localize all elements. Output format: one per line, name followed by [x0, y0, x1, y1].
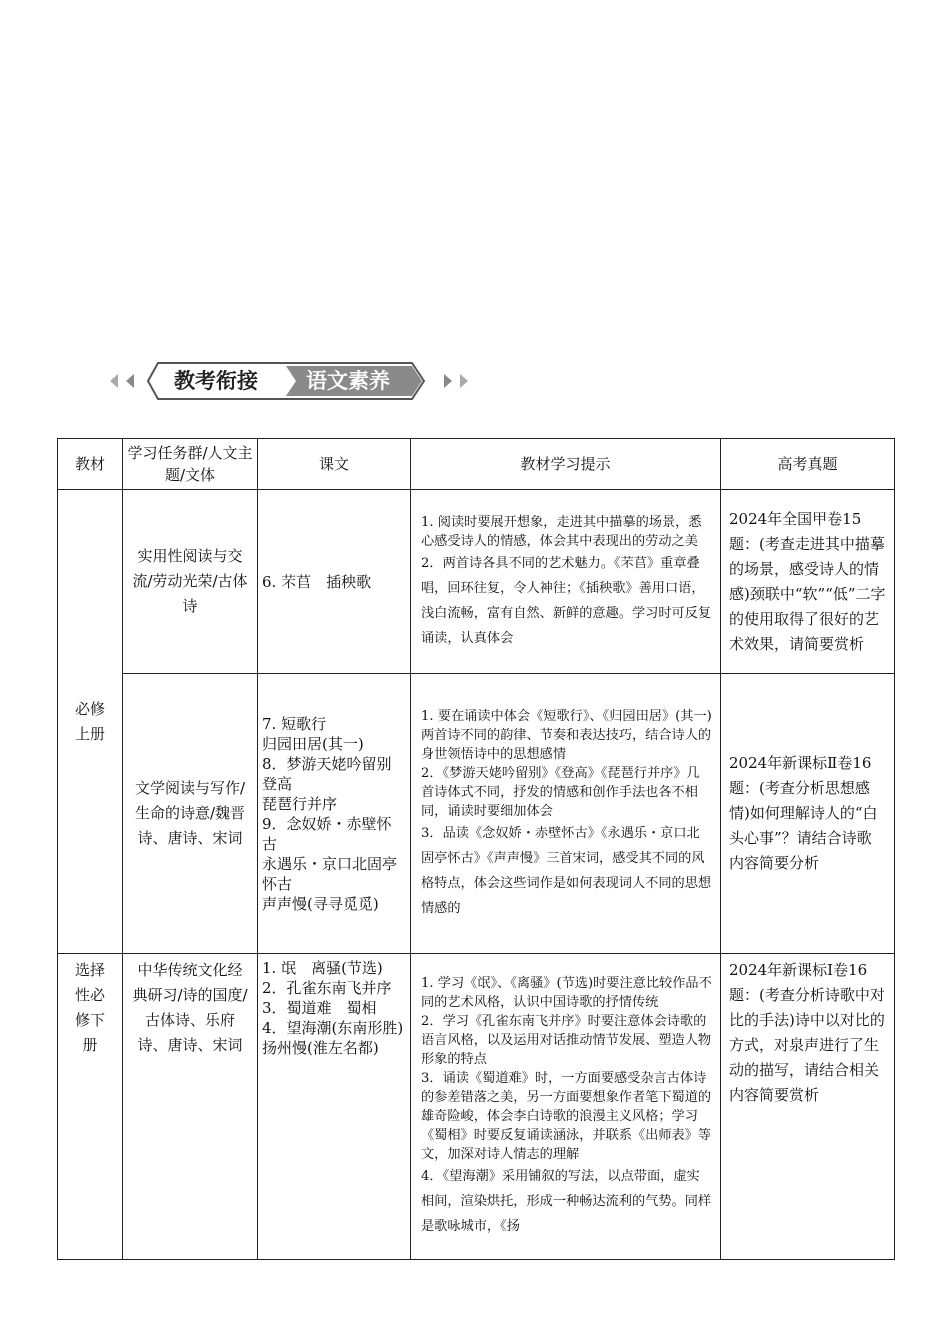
task-cell	[123, 490, 258, 674]
task-label: 中华传统文化经典研习/诗的国度/古体诗、乐府诗、唐诗、宋词	[132, 961, 248, 1054]
task-cell	[123, 674, 258, 954]
header-task-group: 学习任务群/人文主题/文体	[123, 439, 258, 490]
lesson-item: 8．梦游天姥吟留别	[262, 754, 392, 773]
hint-item: 3．品读《念奴娇・赤壁怀古》《永遇乐・京口北固亭怀古》《声声慢》三首宋词，感受其不同的风格特点，体会这些词作是如何表现词人不同的思想情感的	[421, 825, 712, 916]
lesson-item: 4．望海潮(东南形胜) 扬州慢(淮左名都)	[262, 1019, 419, 1057]
task-cell	[123, 954, 258, 1260]
hint-item: 2．两首诗各具不同的艺术魅力。《芣苢》重章叠唱，回环往复，令人神往；《插秧歌》善用口语，浅白流畅，富有自然、新鲜的意趣。学习时可反复诵读，认真体会	[421, 555, 712, 646]
exam-cell	[721, 490, 895, 674]
table-row	[58, 674, 895, 954]
lesson-item: 登高	[262, 774, 293, 793]
table-row	[58, 954, 895, 1260]
hint-item: 2．学习《孔雀东南飞并序》时要注意体会诗歌的语言风格，以及运用对话推动情节发展、塑造人物形象的特点	[421, 1014, 712, 1067]
lesson-item: 2．孔雀东南飞并序	[262, 979, 392, 997]
lesson-item: 归园田居(其一)	[262, 734, 364, 753]
lesson-cell	[258, 490, 411, 674]
hint-cell	[411, 490, 721, 674]
arrow-right-icon	[444, 374, 452, 388]
lesson-item: 6. 芣苢 插秧歌	[262, 572, 372, 591]
hint-item: 1. 阅读时要展开想象，走进其中描摹的场景，悉心感受诗人的情感，体会其中表现出的劳动之美	[421, 514, 702, 549]
lesson-item: 永遇乐・京口北固亭怀古	[262, 854, 398, 893]
textbook-label: 选择性必修下册	[74, 961, 105, 1054]
header-lesson: 课文	[258, 439, 411, 490]
lesson-item: 9．念奴娇・赤壁怀古	[262, 814, 392, 853]
textbook-cell	[58, 954, 123, 1260]
exam-text: 2024年新课标Ⅱ卷16题：(考查分析思想感情)如何理解诗人的“白头心事”？请结合诗歌内容简要分析	[729, 754, 878, 872]
header-exam: 高考真题	[721, 439, 895, 490]
lesson-item: 7. 短歌行	[262, 714, 327, 733]
arrow-left-icon	[110, 374, 118, 388]
lesson-cell	[258, 954, 419, 1260]
lesson-item: 1. 氓 离骚(节选)	[262, 959, 383, 977]
lesson-item: 声声慢(寻寻觅觅)	[262, 894, 379, 913]
header-textbook: 教材	[58, 439, 123, 490]
hint-item: 1. 要在诵读中体会《短歌行》、《归园田居》(其一)两首诗不同的韵律、节奏和表达技巧，结合诗人的身世领悟诗中的思想感情	[421, 708, 712, 762]
table-header-row	[58, 439, 895, 490]
exam-text: 2024年新课标Ⅰ卷16题：(考查分析诗歌中对比的手法)诗中以对比的方式，对泉声进行了生动的描写，请结合相关内容简要赏析	[729, 961, 885, 1104]
lesson-item: 琵琶行并序	[262, 794, 338, 813]
curriculum-table	[57, 438, 895, 1260]
exam-cell	[721, 954, 895, 1260]
textbook-label: 必修上册	[74, 699, 105, 743]
table-row	[58, 490, 895, 674]
task-label: 文学阅读与写作/生命的诗意/魏晋诗、唐诗、宋词	[134, 779, 246, 847]
header-hints: 教材学习提示	[411, 439, 721, 490]
exam-cell	[721, 674, 895, 954]
hint-item: 2．《梦游天姥吟留别》《登高》《琵琶行并序》几首诗体式不同，抒发的情感和创作手法也各不相同，诵读时要细加体会	[421, 765, 700, 819]
hint-item: 4．《望海潮》采用铺叙的写法，以点带面，虚实相间，渲染烘托，形成一种畅达流利的气势。同样是歌咏城市，《扬	[421, 1169, 712, 1234]
arrow-left-icon	[126, 374, 134, 388]
banner-graphic	[106, 362, 476, 400]
hint-cell	[411, 674, 721, 954]
section-banner	[106, 362, 476, 400]
lesson-cell	[258, 674, 411, 954]
task-label: 实用性阅读与交流/劳动光荣/古体诗	[132, 547, 248, 615]
hint-cell	[411, 954, 721, 1260]
banner-right-label: 语文素养	[306, 369, 390, 393]
banner-left-label: 教考衔接	[174, 369, 258, 393]
arrow-right-icon	[460, 374, 468, 388]
exam-text: 2024年全国甲卷15题：(考查走进其中描摹的场景，感受诗人的情感)颈联中“软”“低”二字的使用取得了很好的艺术效果，请简要赏析	[729, 509, 886, 653]
hint-item: 3．诵读《蜀道难》时，一方面要感受杂言古体诗的参差错落之美，另一方面要想象作者笔下蜀道的雄奇险峻，体会李白诗歌的浪漫主义风格；学习《蜀相》时要反复诵读涵泳，并联系《出师表》等文，加深对诗人情志的理解	[421, 1071, 712, 1162]
lesson-item: 3．蜀道难 蜀相	[262, 999, 377, 1017]
hint-item: 1. 学习《氓》、《离骚》(节选)时要注意比较作品不同的艺术风格，认识中国诗歌的抒情传统	[421, 976, 712, 1010]
textbook-cell	[58, 490, 123, 954]
